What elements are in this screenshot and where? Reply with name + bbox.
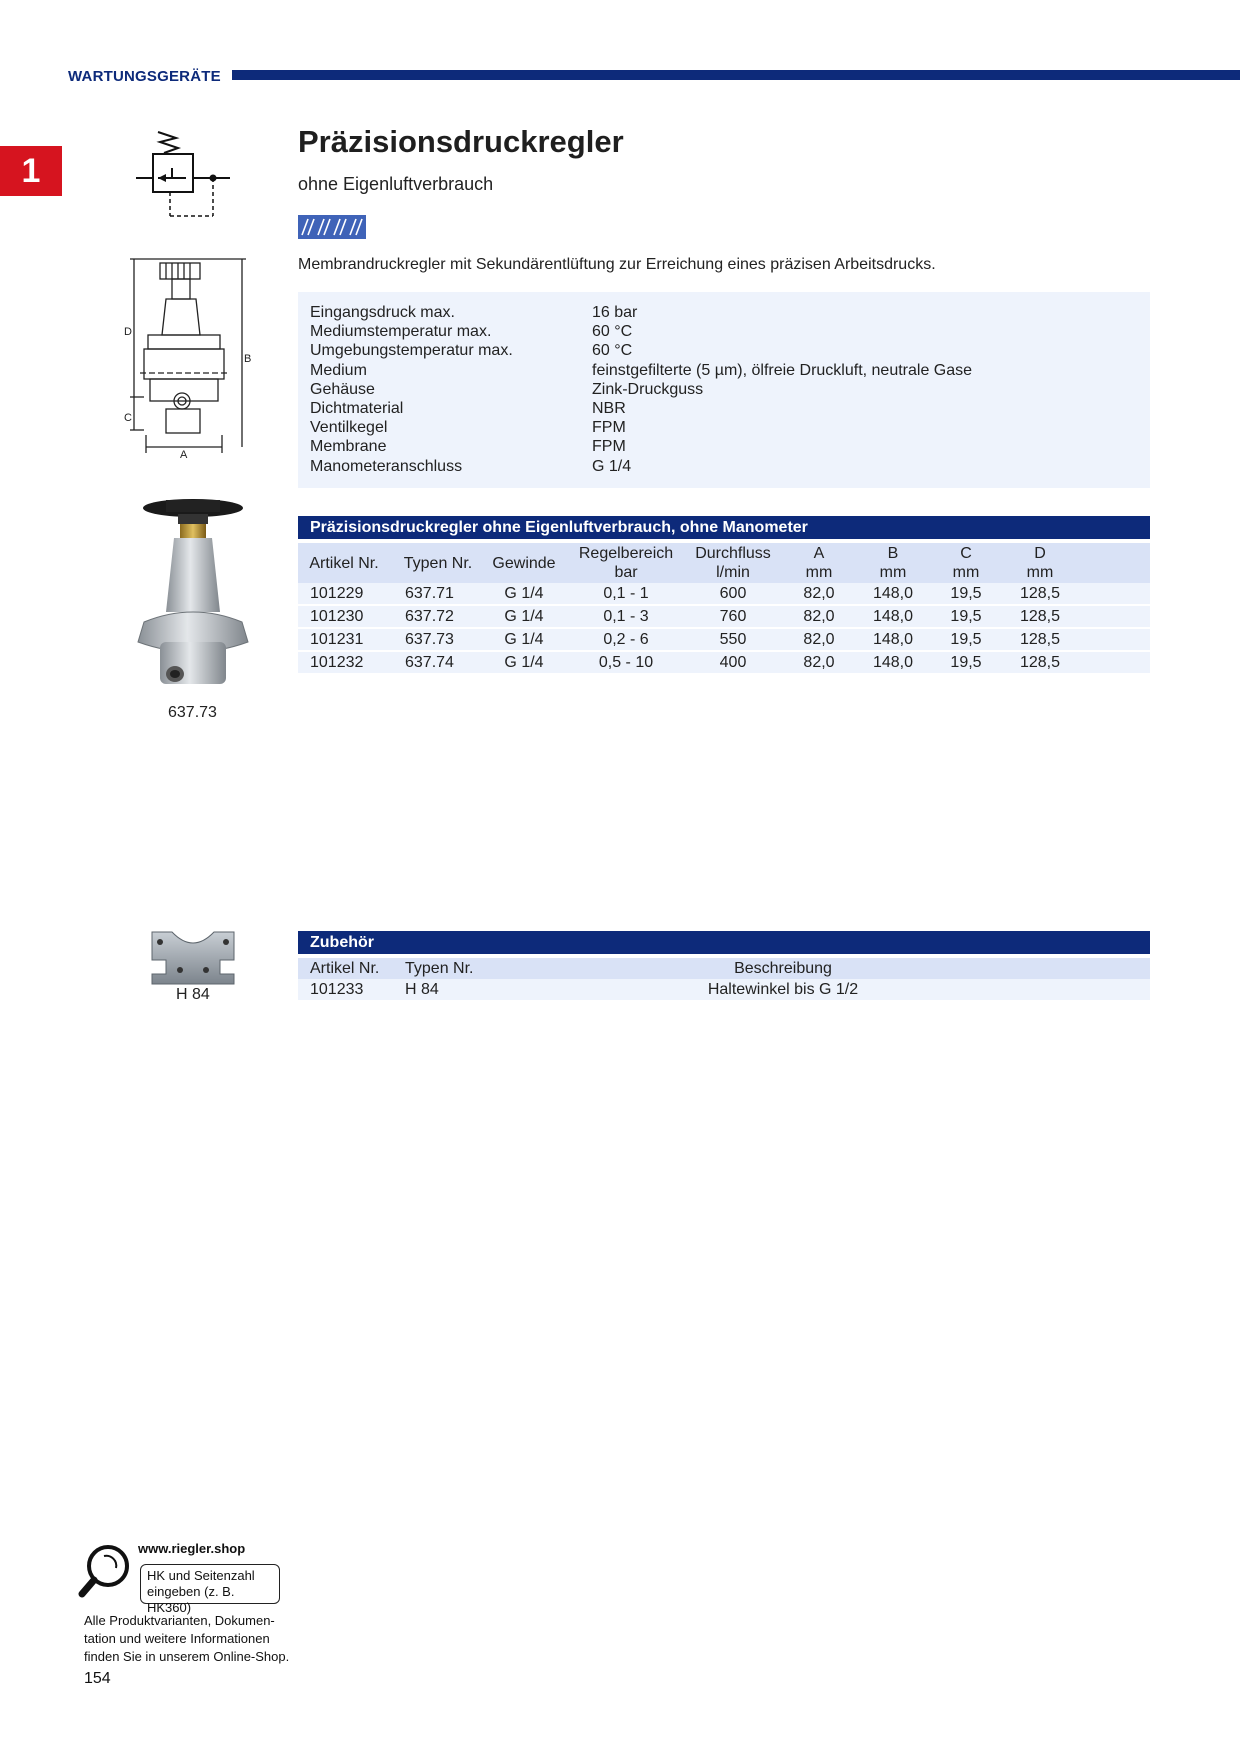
accessory-table xyxy=(298,931,1150,1002)
footer-info-line3: finden Sie in unserem Online-Shop. xyxy=(84,1649,290,1664)
spec-key: Dichtmaterial xyxy=(310,400,404,417)
articles-table xyxy=(298,516,1150,675)
product-description: Membrandruckregler mit Sekundärentlüftung zur Erreichung eines präzisen Arbeitsdrucks. xyxy=(298,256,936,273)
col-gewinde: Gewinde xyxy=(492,555,556,572)
cell-artikel: 101229 xyxy=(310,585,364,602)
spec-key: Mediumstemperatur max. xyxy=(310,323,492,341)
spec-value: FPM xyxy=(592,438,626,456)
col-b: B xyxy=(887,545,899,562)
col-b-unit: mm xyxy=(879,564,907,581)
footer-info xyxy=(84,1612,304,1666)
product-photo xyxy=(130,492,256,702)
dimension-drawing xyxy=(120,255,260,460)
cell-a: 82,0 xyxy=(803,631,835,648)
brand-logo-icon xyxy=(298,215,366,239)
header-bar xyxy=(232,70,1240,80)
cell-c: 19,5 xyxy=(950,585,982,602)
spec-value: Zink-Druckguss xyxy=(592,380,704,398)
cell-d: 128,5 xyxy=(1019,585,1061,602)
cell-d: 128,5 xyxy=(1019,608,1061,625)
acc-beschreibung: Haltewinkel bis G 1/2 xyxy=(707,981,859,998)
pneumatic-symbol-icon xyxy=(130,128,240,218)
cell-typen: 637.72 xyxy=(405,608,454,625)
cell-b: 148,0 xyxy=(872,608,914,625)
dim-label-a: A xyxy=(180,449,188,460)
spec-key: Umgebungstemperatur max. xyxy=(310,342,513,360)
product-photo-caption: 637.73 xyxy=(168,704,217,721)
cell-durch: 600 xyxy=(719,585,747,602)
col-typen: Typen Nr. xyxy=(403,555,473,572)
cell-b: 148,0 xyxy=(872,631,914,648)
col-regel: Regelbereich xyxy=(578,545,674,562)
cell-gewinde: G 1/4 xyxy=(504,585,544,602)
hk-hint-line1: HK und Seitenzahl xyxy=(147,1568,255,1583)
cell-artikel: 101232 xyxy=(310,654,364,671)
page-title: Präzisionsdruckregler xyxy=(298,124,624,159)
spec-key: Membrane xyxy=(310,438,387,456)
cell-gewinde: G 1/4 xyxy=(504,654,544,671)
cell-gewinde: G 1/4 xyxy=(504,608,544,625)
bracket-caption: H 84 xyxy=(176,986,210,1003)
articles-table-title: Präzisionsdruckregler ohne Eigenluftverbrauch, ohne Manometer xyxy=(298,516,1150,539)
spec-key: Gehäuse xyxy=(310,380,375,398)
spec-value: FPM xyxy=(592,419,626,437)
dim-label-c: C xyxy=(124,412,132,424)
acc-col-typen: Typen Nr. xyxy=(405,960,474,977)
cell-regel: 0,5 - 10 xyxy=(598,654,654,671)
specifications-box xyxy=(298,292,1150,488)
hk-hint-line2: eingeben (z. B. HK360) xyxy=(147,1584,235,1615)
cell-a: 82,0 xyxy=(803,585,835,602)
cell-artikel: 101231 xyxy=(310,631,364,648)
cell-a: 82,0 xyxy=(803,608,835,625)
cell-typen: 637.71 xyxy=(405,585,454,602)
col-durchfluss-unit: l/min xyxy=(716,564,750,581)
chapter-tab: 1 xyxy=(0,146,62,196)
table-row xyxy=(298,583,1150,606)
spec-value: 16 bar xyxy=(592,304,638,321)
acc-col-beschreibung: Beschreibung xyxy=(734,960,832,977)
spec-value: feinstgefilterte (5 µm), ölfreie Druckluft, neutrale Gase xyxy=(592,361,973,379)
cell-durch: 550 xyxy=(719,631,747,648)
hk-hint-box xyxy=(140,1564,280,1615)
bracket-photo xyxy=(150,930,236,986)
cell-a: 82,0 xyxy=(803,654,835,671)
cell-c: 19,5 xyxy=(950,654,982,671)
articles-table-body xyxy=(298,583,1150,675)
magnifier-icon xyxy=(78,1542,136,1600)
spec-value: G 1/4 xyxy=(592,457,632,475)
table-row xyxy=(298,979,1150,1002)
spec-key: Eingangsdruck max. xyxy=(310,304,455,321)
accessory-table-title: Zubehör xyxy=(298,931,1150,954)
table-row xyxy=(298,652,1150,675)
cell-regel: 0,1 - 1 xyxy=(603,585,649,602)
cell-c: 19,5 xyxy=(950,631,982,648)
cell-durch: 760 xyxy=(719,608,747,625)
spec-key: Manometeranschluss xyxy=(310,457,463,475)
cell-c: 19,5 xyxy=(950,608,982,625)
cell-regel: 0,1 - 3 xyxy=(603,608,649,625)
page-subtitle: ohne Eigenluftverbrauch xyxy=(298,174,494,194)
cell-d: 128,5 xyxy=(1019,631,1061,648)
spec-value: 60 °C xyxy=(592,323,633,341)
table-row xyxy=(298,606,1150,629)
cell-gewinde: G 1/4 xyxy=(504,631,544,648)
acc-col-artikel: Artikel Nr. xyxy=(310,960,380,977)
footer-info-line1: Alle Produktvarianten, Dokumen- xyxy=(84,1613,275,1628)
footer-info-line2: tation und weitere Informationen xyxy=(84,1631,270,1646)
articles-table-header xyxy=(298,543,1150,583)
col-regel-unit: bar xyxy=(614,564,638,581)
col-c-unit: mm xyxy=(952,564,980,581)
accessory-table-header xyxy=(298,958,1150,979)
col-d-unit: mm xyxy=(1026,564,1054,581)
col-artikel: Artikel Nr. xyxy=(309,555,379,572)
spec-key: Ventilkegel xyxy=(310,419,388,437)
dim-label-d: D xyxy=(124,326,132,338)
page-number: 154 xyxy=(84,1670,111,1687)
dim-label-b: B xyxy=(244,353,252,365)
acc-typen: H 84 xyxy=(405,981,439,998)
website-link[interactable]: www.riegler.shop xyxy=(138,1541,246,1556)
spec-value: NBR xyxy=(592,400,626,417)
cell-typen: 637.73 xyxy=(405,631,454,648)
cell-regel: 0,2 - 6 xyxy=(603,631,649,648)
cell-durch: 400 xyxy=(719,654,747,671)
spec-value: 60 °C xyxy=(592,342,633,360)
section-label: WARTUNGSGERÄTE xyxy=(68,68,221,85)
cell-b: 148,0 xyxy=(872,585,914,602)
cell-b: 148,0 xyxy=(872,654,914,671)
col-c: C xyxy=(960,545,972,562)
col-a: A xyxy=(813,545,825,562)
col-a-unit: mm xyxy=(805,564,833,581)
cell-typen: 637.74 xyxy=(405,654,454,671)
col-durchfluss: Durchfluss xyxy=(695,545,771,562)
acc-artikel: 101233 xyxy=(310,981,364,998)
table-row xyxy=(298,629,1150,652)
spec-key: Medium xyxy=(310,361,367,379)
cell-d: 128,5 xyxy=(1019,654,1061,671)
cell-artikel: 101230 xyxy=(310,608,364,625)
col-d: D xyxy=(1034,545,1046,562)
